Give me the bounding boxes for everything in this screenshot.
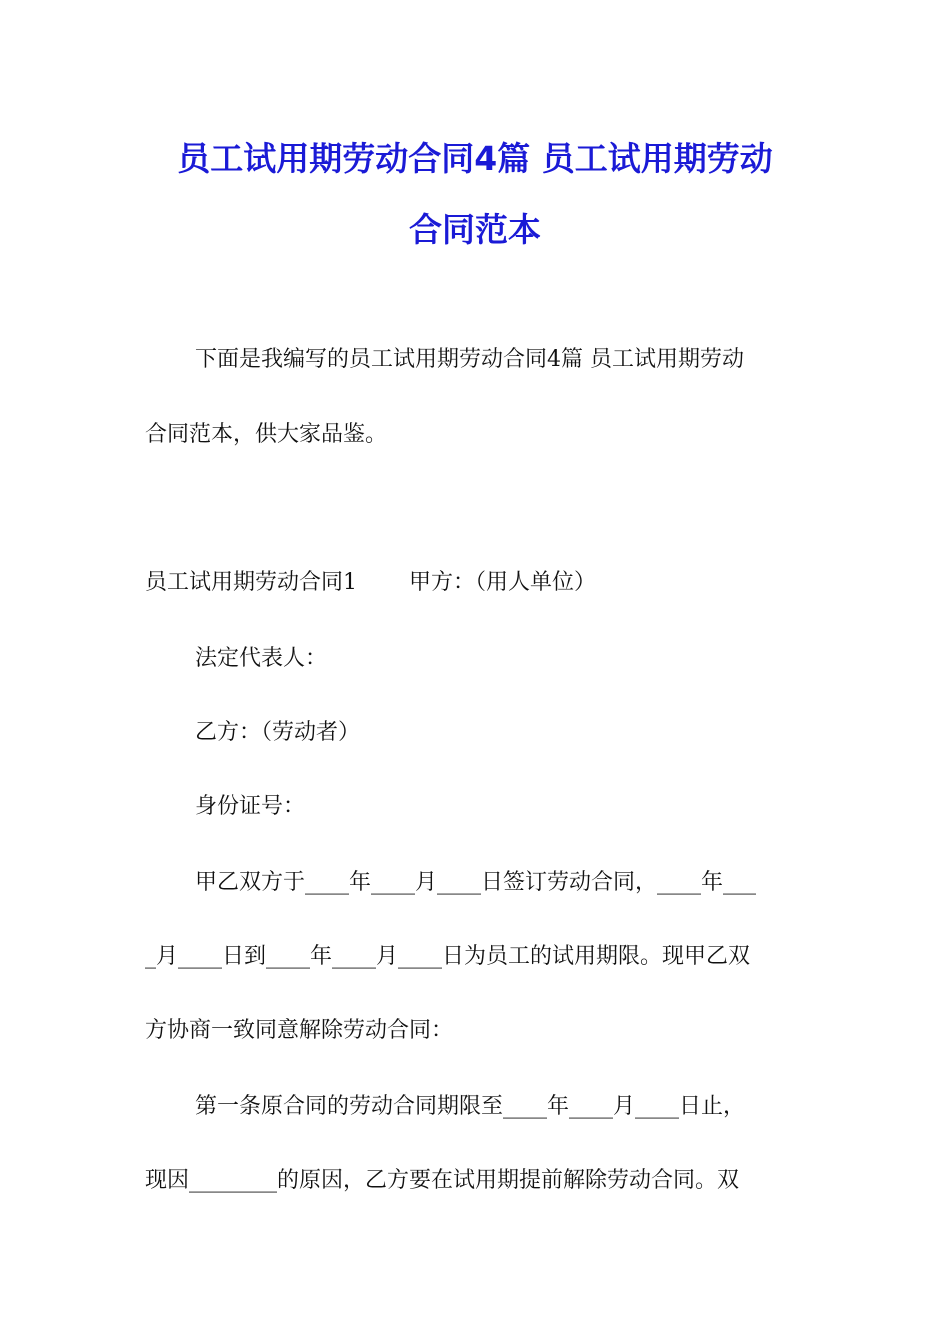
paragraph-1-line-2: _月____日到____年____月____日为员工的试用期限。现甲乙双	[145, 944, 751, 969]
intro-paragraph-line-1: 下面是我编写的员工试用期劳动合同4篇 员工试用期劳动	[195, 347, 744, 372]
party-a-label: 甲方：（用人单位）	[409, 570, 597, 595]
legal-representative-label: 法定代表人：	[195, 646, 328, 671]
document-title-line-2: 合同范本	[409, 210, 541, 249]
article-1-line-2: 现因________的原因，乙方要在试用期提前解除劳动合同。双	[145, 1168, 740, 1193]
party-b-label: 乙方：（劳动者）	[195, 720, 361, 745]
paragraph-1-line-3: 方协商一致同意解除劳动合同：	[145, 1018, 454, 1043]
id-number-label: 身份证号：	[195, 794, 306, 819]
article-1-line-1: 第一条原合同的劳动合同期限至____年____月____日止，	[195, 1094, 746, 1119]
section-heading-title: 员工试用期劳动合同1	[145, 570, 357, 595]
document-title-line-1: 员工试用期劳动合同4篇 员工试用期劳动	[177, 139, 773, 178]
section-heading	[145, 568, 596, 598]
intro-paragraph-line-2: 合同范本，供大家品鉴。	[145, 422, 388, 447]
paragraph-1-line-1: 甲乙双方于____年____月____日签订劳动合同，____年___	[195, 870, 757, 895]
